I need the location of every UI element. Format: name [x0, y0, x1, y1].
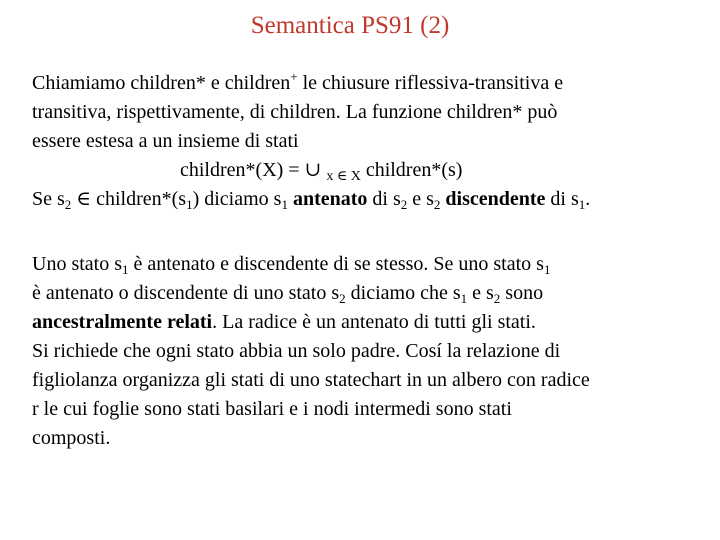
line-4: Si richiede che ogni stato abbia un solo padre. Cosí la relazione di [32, 340, 561, 362]
formula-text: children*(s) [360, 159, 463, 181]
term-antenato: antenato [287, 188, 368, 210]
subscript: 1 [543, 262, 551, 277]
text: diciamo che s [345, 282, 461, 304]
paragraph-relations [32, 250, 712, 453]
subscript: 2 [400, 197, 408, 212]
term-ancestralmente-relati: ancestralmente relati [32, 311, 213, 333]
line-2 [32, 279, 712, 308]
subscript: 1 [186, 197, 193, 212]
paragraph-definitions [32, 69, 712, 214]
line-5 [32, 185, 712, 214]
slide-title: Semantica PS91 (2) [250, 12, 450, 39]
text: è antenato e discendente di se stesso. Se uno stato s [128, 253, 544, 275]
text: . La radice è un antenato di tutti gli stati. [212, 311, 536, 333]
subscript: 1 [281, 197, 288, 212]
superscript: + [290, 69, 298, 84]
text: di s [367, 188, 401, 210]
subscript: 2 [493, 291, 501, 306]
subscript: 2 [339, 291, 346, 306]
text: ) diciamo s [192, 188, 282, 210]
subscript: 1 [122, 262, 129, 277]
formula [32, 156, 712, 185]
line-6: r le cui foglie sono stati basilari e i nodi intermedi sono stati [32, 398, 512, 420]
text: Chiamiamo children* e children [32, 72, 291, 94]
formula-subscript: x ∈ X [326, 169, 361, 184]
text: e s [467, 282, 494, 304]
text: e s [407, 188, 434, 210]
text: Se s [32, 188, 65, 210]
text: di s [545, 188, 579, 210]
text: Uno stato s [32, 253, 122, 275]
line-7: composti. [32, 427, 111, 449]
subscript: 2 [64, 197, 72, 212]
line-1 [32, 250, 712, 279]
text: le chiusure riflessiva-transitiva e [297, 72, 564, 94]
subscript: 2 [433, 197, 441, 212]
text: è antenato o discendente di uno stato s [32, 282, 340, 304]
formula-text: children*(X) = ∪ [180, 159, 327, 181]
text: sono [500, 282, 544, 304]
line-3 [32, 308, 712, 337]
line-2: transitiva, rispettivamente, di children. La funzione children* può [32, 101, 558, 123]
subscript: 1 [578, 197, 586, 212]
term-discendente: discendente [440, 188, 546, 210]
line-5: figliolanza organizza gli stati di uno statechart in un albero con radice [32, 369, 590, 391]
line-3: essere estesa a un insieme di stati [32, 130, 299, 152]
line-1 [32, 69, 712, 98]
text: . [585, 188, 591, 210]
subscript: 1 [460, 291, 468, 306]
text: ∈ children*(s [71, 188, 187, 210]
